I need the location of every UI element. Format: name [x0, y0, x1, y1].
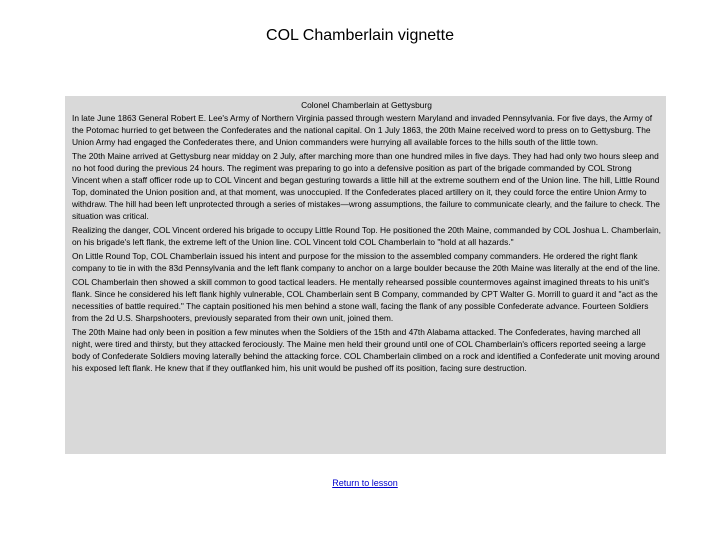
section-heading: Colonel Chamberlain at Gettysburg: [301, 100, 432, 110]
paragraph-rehearsal: COL Chamberlain then showed a skill common to good tactical leaders. He mentally rehearsed possible countermoves against imagined threats to his unit's flank. Since he considered his left flank highly vulnerable, COL Chamberlain sent B Company, commanded by CPT Walter G. Morrill to guard it and "act as the necessities of battle required." The captain positioned his men behind a stone wall, facing the flank of any possible Confederate advance. Fourteen Soldiers from the 2d U.S. Sharpshooters, previously separated from their own unit, joined them.: [72, 276, 658, 323]
paragraph-orders: Realizing the danger, COL Vincent ordered his brigade to occupy Little Round Top. He positioned the 20th Maine, commanded by COL Joshua L. Chamberlain, on his brigade's left flank, the extreme left of the Union line. COL Vincent told COL Chamberlain to "hold at all hazards.": [72, 225, 661, 248]
content-panel: [65, 96, 666, 454]
return-to-lesson-link[interactable]: Return to lesson: [332, 478, 398, 488]
paragraph-invasion: In late June 1863 General Robert E. Lee's Army of Northern Virginia passed through western Maryland and invaded Pennsylvania. For five days, the Army of the Potomac hurried to get between the Confederates and the national capital. On 1 July 1863, the 20th Maine received word to press on to Gettysburg. The Union Army had engaged the Confederates there, and Union commanders were hurrying all available forces to the hills south of the little town.: [72, 113, 653, 148]
paragraph-intent: On Little Round Top, COL Chamberlain issued his intent and purpose for the mission to the assembled company commanders. He ordered the right flank company to tie in with the 83d Pennsylvania and the left flank company to anchor on a large boulder because the 20th Maine was literally at the end of the line.: [72, 250, 661, 273]
paragraph-attack: The 20th Maine had only been in position a few minutes when the Soldiers of the 15th and 47th Alabama attacked. The Confederates, having marched all night, were tired and thirsty, but they attacked ferociously. The Maine men held their ground until one of COL Chamberlain's officers reported seeing a large body of Confederate Soldiers moving laterally behind the attacking force. COL Chamberlain climbed on a rock and identified a Confederate unit moving around his exposed left flank. He knew that if they outflanked him, his unit would be pushed off its position, facing sure destruction.: [72, 326, 660, 373]
paragraph-arrival: The 20th Maine arrived at Gettysburg near midday on 2 July, after marching more than one hundred miles in five days. They had had only two hours sleep and no hot food during the previous 24 hours. The regiment was preparing to go into a defensive position as part of the brigade commanded by COL Strong Vincent when a staff officer rode up to COL Vincent and began gesturing towards a little hill at the extreme southern end of the Union line. The hill, Little Round Top, dominated the Union position and, at that moment, was unoccupied. If the Confederates placed artillery on it, they could force the entire Union Army to withdraw. The hill had been left unprotected through a series of mistakes—wrong assumptions, the failure to communicate clearly, and the failure to check. The situation was critical.: [72, 150, 660, 222]
page-title: COL Chamberlain vignette: [266, 27, 454, 44]
